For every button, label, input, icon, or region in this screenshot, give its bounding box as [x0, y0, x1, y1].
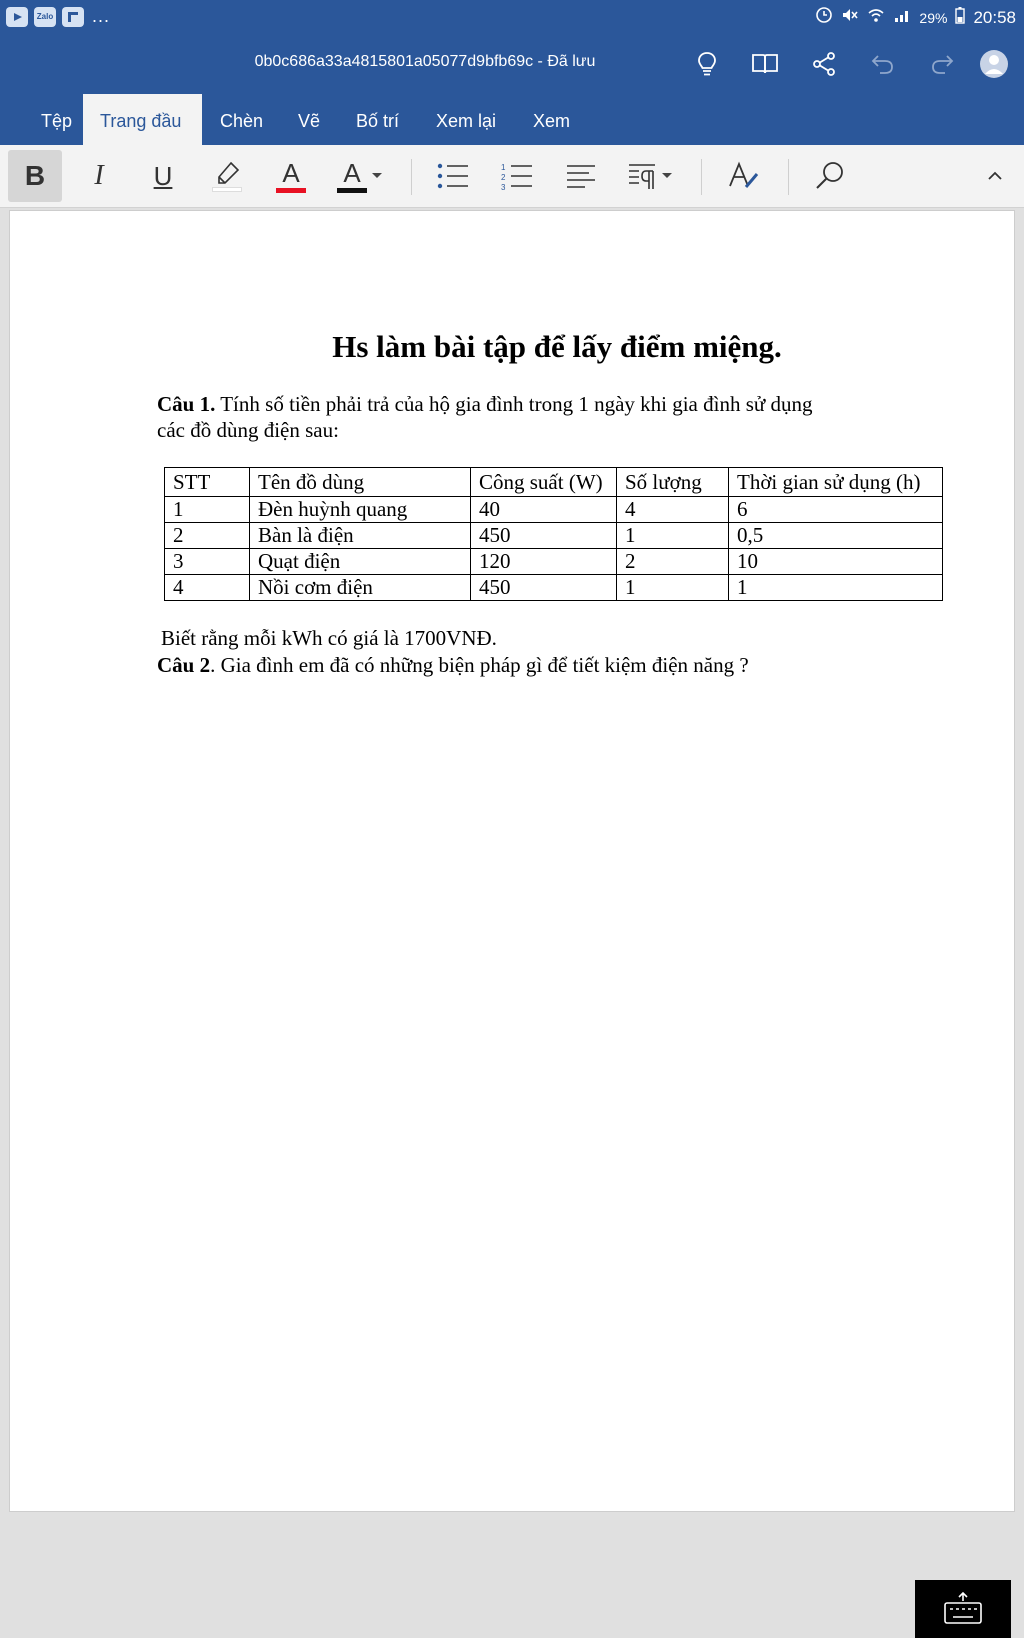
question-1-text: Tính số tiền phải trả của hộ gia đình trong 1 ngày khi gia đình sử dụng các đồ dùng điện sau: — [157, 392, 813, 442]
table-cell: 6 — [729, 497, 943, 523]
battery-icon — [955, 6, 965, 29]
table-cell: 10 — [729, 549, 943, 575]
table-header-cell: Công suất (W) — [471, 468, 617, 497]
svg-text:2: 2 — [501, 173, 506, 182]
signal-icon — [893, 6, 911, 29]
sync-icon — [815, 6, 833, 29]
text-color-label: A — [343, 157, 361, 188]
table-row — [165, 497, 943, 523]
tab-file[interactable]: Tệp — [41, 111, 73, 131]
document-page[interactable] — [9, 210, 1015, 1512]
bold-button[interactable]: B — [8, 150, 62, 202]
table-cell: 2 — [165, 523, 250, 549]
paragraph-format-button[interactable] — [618, 150, 682, 202]
table-header-cell: Thời gian sử dụng (h) — [729, 468, 943, 497]
table-row — [165, 549, 943, 575]
keyboard-icon — [943, 1592, 983, 1626]
mute-icon — [841, 6, 859, 29]
tab-layout[interactable]: Bố trí — [356, 111, 400, 131]
bullet-list-button[interactable] — [426, 150, 480, 202]
table-cell: 40 — [471, 497, 617, 523]
more-notifications: ... — [92, 6, 111, 26]
paragraph-format-icon — [627, 162, 657, 190]
youtube-icon — [6, 7, 28, 27]
table-cell: 4 — [617, 497, 729, 523]
formatting-toolbar — [0, 145, 1024, 208]
align-left-button[interactable] — [554, 150, 608, 202]
table-cell: 0,5 — [729, 523, 943, 549]
question-2-label: Câu 2 — [157, 653, 211, 677]
table-cell: Quạt điện — [250, 549, 471, 575]
document-title[interactable]: 0b0c686a33a4815801a05077d9bfb69c - Đã lưu — [254, 53, 596, 70]
wifi-icon — [867, 6, 885, 29]
svg-text:1: 1 — [501, 163, 506, 172]
tab-review[interactable]: Xem lại — [436, 111, 497, 131]
price-note: Biết rằng mỗi kWh có giá là 1700VNĐ. — [161, 626, 497, 650]
status-bar — [0, 0, 1024, 34]
table-cell: 450 — [471, 575, 617, 601]
table-header-row — [165, 468, 943, 497]
text-color-dropdown-button[interactable] — [328, 150, 392, 202]
keyboard-toggle-button[interactable] — [915, 1580, 1011, 1638]
font-color-label: A — [282, 157, 300, 188]
question-1 — [157, 391, 837, 443]
align-left-icon — [565, 163, 597, 189]
styles-button[interactable] — [716, 150, 770, 202]
account-avatar-icon[interactable] — [976, 46, 1012, 82]
font-color-swatch — [276, 188, 306, 193]
table-cell: 120 — [471, 549, 617, 575]
italic-button[interactable]: I — [94, 160, 104, 191]
table-cell: 2 — [617, 549, 729, 575]
table-row — [165, 575, 943, 601]
numbered-list-icon — [500, 162, 534, 190]
read-mode-icon[interactable] — [747, 46, 783, 82]
table-cell: 3 — [165, 549, 250, 575]
font-color-button[interactable] — [264, 150, 318, 202]
numbered-list-button[interactable] — [490, 150, 544, 202]
zalo-icon: Zalo — [34, 7, 56, 27]
title-bar — [0, 34, 1024, 94]
tab-insert[interactable]: Chèn — [220, 111, 264, 131]
share-icon[interactable] — [806, 46, 842, 82]
tell-me-bulb-icon[interactable] — [689, 46, 725, 82]
table-cell: 1 — [165, 497, 250, 523]
table-header-cell: Số lượng — [617, 468, 729, 497]
table-cell: 450 — [471, 523, 617, 549]
table-cell: Nồi cơm điện — [250, 575, 471, 601]
collapse-ribbon-button[interactable] — [968, 150, 1022, 202]
highlighter-icon — [212, 161, 242, 192]
table-cell: 4 — [165, 575, 250, 601]
styles-icon — [726, 160, 760, 192]
toolbar-divider — [788, 159, 789, 195]
document-heading: Hs làm bài tập để lấy điểm miệng. — [332, 329, 782, 364]
bullet-list-icon — [436, 162, 470, 190]
question-1-label: Câu 1. — [157, 392, 216, 416]
battery-percent: 29% — [919, 9, 948, 26]
chevron-up-icon — [987, 171, 1003, 181]
table-cell: Đèn huỳnh quang — [250, 497, 471, 523]
appliance-table — [164, 467, 943, 601]
table-cell: 1 — [617, 523, 729, 549]
question-2 — [157, 652, 749, 678]
flipboard-icon — [62, 7, 84, 27]
toolbar-divider — [701, 159, 702, 195]
table-header-cell: Tên đồ dùng — [250, 468, 471, 497]
table-cell: Bàn là điện — [250, 523, 471, 549]
svg-text:3: 3 — [501, 183, 506, 190]
tab-home[interactable]: Trang đầu — [83, 94, 202, 145]
chevron-down-icon — [371, 172, 383, 180]
chevron-down-icon — [661, 172, 673, 180]
redo-icon[interactable] — [924, 46, 960, 82]
tab-view[interactable]: Xem — [533, 111, 571, 131]
ribbon-tabs — [0, 94, 1024, 145]
table-cell: 1 — [617, 575, 729, 601]
highlight-button[interactable] — [200, 150, 254, 202]
search-icon — [814, 160, 846, 192]
find-button[interactable] — [803, 150, 857, 202]
table-header-cell: STT — [165, 468, 250, 497]
clock: 20:58 — [973, 7, 1016, 27]
table-cell: 1 — [729, 575, 943, 601]
question-2-text: . Gia đình em đã có những biện pháp gì để tiết kiệm điện năng ? — [210, 653, 749, 677]
text-color-swatch — [337, 188, 367, 193]
underline-button[interactable]: U — [153, 160, 173, 191]
undo-icon[interactable] — [865, 46, 901, 82]
tab-draw[interactable]: Vẽ — [298, 111, 321, 131]
toolbar-divider — [411, 159, 412, 195]
table-row — [165, 523, 943, 549]
